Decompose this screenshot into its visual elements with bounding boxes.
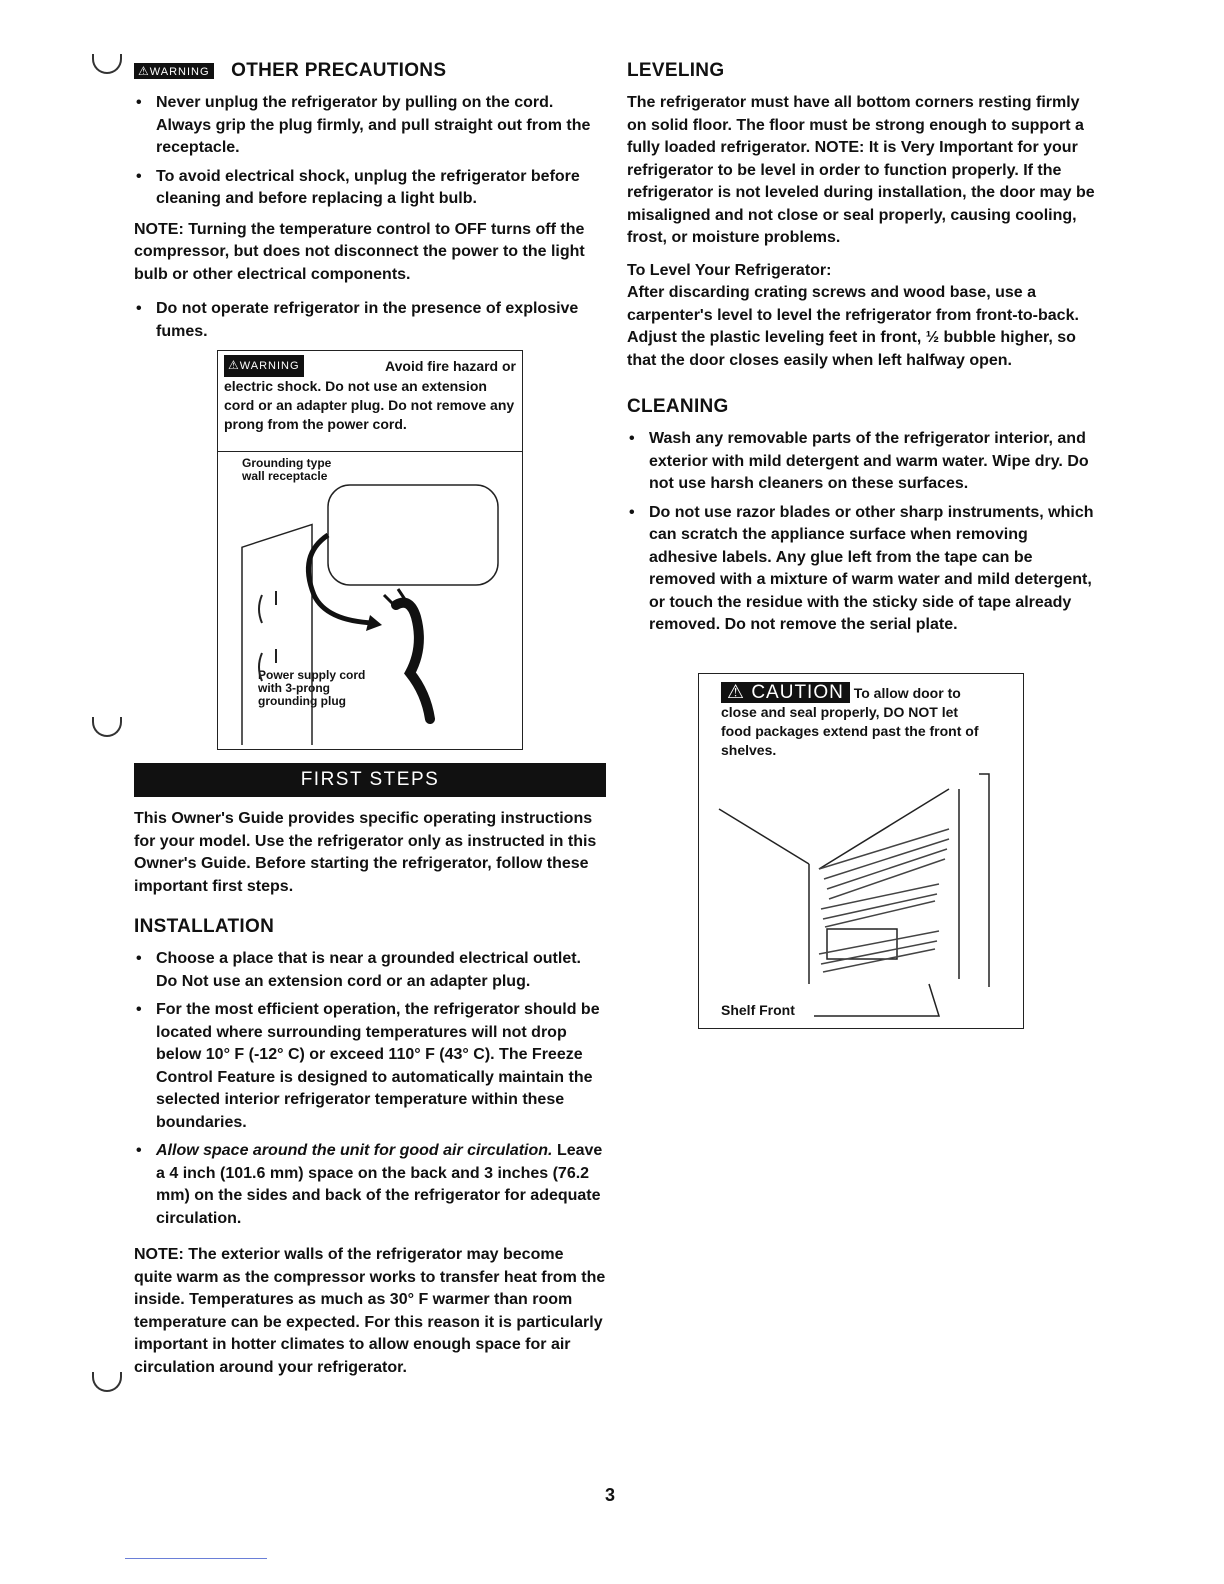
list-item: • Wash any removable parts of the refrigerator interior, and exterior with mild detergent and warm water. Wipe dry. Do not use harsh cleaners on these surfaces. xyxy=(627,428,1097,496)
warning-box xyxy=(217,350,523,750)
binding-hook xyxy=(92,1372,122,1392)
first-steps-intro: This Owner's Guide provides specific operating instructions for your model. Use the refrigerator only as instructed in this Owner's Guide. Before starting the refrigerator, follow these important first steps. xyxy=(134,810,597,895)
shelf-illustration xyxy=(699,769,1019,1029)
first-steps-section xyxy=(134,808,606,1379)
warning-badge: ⚠WARNING xyxy=(224,355,304,377)
list-item: • Choose a place that is near a grounded electrical outlet. Do Not use an extension cord or an adapter plug. xyxy=(134,948,606,993)
leveling-heading: LEVELING xyxy=(627,60,725,81)
outlet-plug-illustration xyxy=(218,455,518,745)
list-item: • Never unplug the refrigerator by pulling on the cord. Always grip the plug firmly, and pull straight out from the receptacle. xyxy=(134,92,604,160)
leveling-paragraph: The refrigerator must have all bottom corners resting firmly on solid floor. The floor must be strong enough to support a fully loaded refrigerator. NOTE: It is Very Important for your refrigerator to be level in order to function properly. If the refrigerator is not leveled during installation, the door may be misaligned and not close or seal properly, causing cooling, frost, or moisture problems. xyxy=(627,94,1095,246)
caution-box-text: ⚠ CAUTION To allow door to close and seal properly, DO NOT let food packages extend past the front of shelves. xyxy=(721,682,979,758)
note-paragraph: NOTE: Turning the temperature control to OFF turns off the compressor, but does not disconnect the power to the light bulb or other electrical components. xyxy=(134,220,585,283)
installation-list xyxy=(134,948,606,1230)
level-instructions: After discarding crating screws and wood base, use a carpenter's level to level the refrigerator from front-to-back. Adjust the plastic leveling feet in front, ½ bubble higher, so that the door closes easily when left halfway open. xyxy=(627,284,1079,369)
left-column xyxy=(134,60,604,343)
bottom-rule xyxy=(125,1558,267,1559)
page-number: 3 xyxy=(605,1485,616,1505)
installation-heading: INSTALLATION xyxy=(134,916,275,937)
warning-badge: ⚠WARNING xyxy=(134,63,214,79)
cleaning-heading: CLEANING xyxy=(627,396,729,417)
installation-note: NOTE: The exterior walls of the refrigerator may become quite warm as the compressor works to transfer heat from the inside. Temperatures as much as 30° F warmer than room temperature can be expected. For this reason it is particularly important in hotter climates to allow enough space for air circulation around your refrigerator. xyxy=(134,1246,606,1376)
first-steps-bar: FIRST STEPS xyxy=(134,763,606,797)
right-column xyxy=(627,60,1097,637)
other-precautions-heading: ⚠WARNING OTHER PRECAUTIONS xyxy=(134,60,604,82)
receptacle-label: Grounding type wall receptacle xyxy=(242,456,332,483)
caution-box xyxy=(698,673,1024,1029)
list-item: • Do not operate refrigerator in the presence of explosive fumes. xyxy=(134,298,604,343)
binding-hook xyxy=(92,717,122,737)
list-item: • Allow space around the unit for good air circulation. Leave a 4 inch (101.6 mm) space on the back and 3 inches (76.2 mm) on the sides and back of the refrigerator for adequate circulation. xyxy=(134,1140,606,1230)
precautions-list xyxy=(134,92,604,211)
caution-badge: ⚠ CAUTION xyxy=(721,682,850,703)
warning-triangle-icon: ⚠ xyxy=(727,682,746,703)
cord-label: Power supply cord with 3-prong grounding plug xyxy=(258,668,366,708)
warning-box-text: ⚠WARNING Avoid fire hazard or electric shock. Do not use an extension cord or an adapter plug. Do not remove any prong from the power cord. xyxy=(218,351,522,434)
precautions-list-2 xyxy=(134,298,604,343)
warning-triangle-icon: ⚠ xyxy=(228,358,240,372)
list-item: • For the most efficient operation, the refrigerator should be located where surrounding temperatures will not drop below 10° F (-12° C) or exceed 110° F (43° C). The Freeze Control Feature is designed to automatically maintain the selected interior refrigerator temperature within these boundaries. xyxy=(134,999,606,1134)
warning-triangle-icon: ⚠ xyxy=(138,63,150,78)
level-subheading: To Level Your Refrigerator: xyxy=(627,261,832,279)
binding-hook xyxy=(92,54,122,74)
cleaning-list xyxy=(627,428,1097,637)
list-item: • To avoid electrical shock, unplug the refrigerator before cleaning and before replacing a light bulb. xyxy=(134,166,604,211)
shelf-front-label: Shelf Front xyxy=(721,1002,795,1018)
list-item: • Do not use razor blades or other sharp instruments, which can scratch the appliance surface when removing adhesive labels. Any glue left from the tape can be removed with a mixture of warm water and mild detergent, or touch the residue with the sticky side of tape already removed. Do not remove the serial plate. xyxy=(627,502,1097,637)
